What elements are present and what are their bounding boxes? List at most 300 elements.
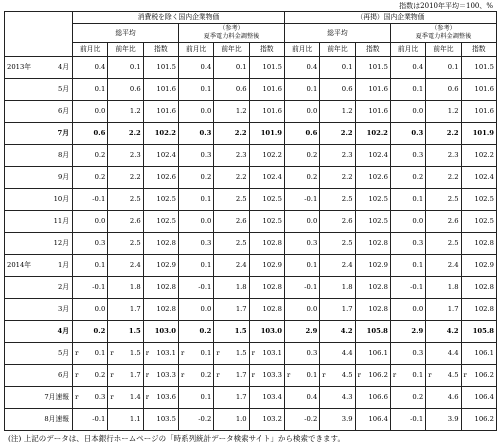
value-cell (179, 277, 214, 299)
group2-ref-paren: （参考） (431, 25, 456, 32)
value-text: 0.2 (306, 151, 318, 159)
value-cell (108, 277, 143, 299)
value-text: 2.4 (129, 261, 141, 269)
group3-yoy-header: 前年比 (320, 43, 355, 57)
revised-flag: r (286, 371, 291, 379)
value-cell (214, 255, 249, 277)
value-cell (143, 255, 178, 277)
value-cell (390, 343, 425, 365)
month-label: 4月 (57, 63, 70, 71)
value-cell (179, 321, 214, 343)
value-text: 2.5 (447, 195, 459, 203)
value-text: 102.2 (154, 129, 176, 137)
value-text: 102.2 (366, 129, 388, 137)
value-text: 102.4 (474, 173, 494, 181)
value-text: 102.5 (156, 195, 176, 203)
value-cell (179, 233, 214, 255)
value-cell (426, 233, 461, 255)
value-text: 0.2 (94, 173, 106, 181)
value-cell (426, 277, 461, 299)
value-text: 106.1 (474, 349, 494, 357)
value-cell (249, 57, 284, 79)
value-text: 0.2 (412, 393, 424, 401)
value-text: 0.0 (412, 217, 424, 225)
value-text: 0.4 (200, 63, 212, 71)
group2-mom-header: 前月比 (179, 43, 214, 57)
value-cell (284, 365, 319, 387)
group2-avg-header: 総平均 (284, 24, 390, 43)
value-text: -0.1 (410, 415, 424, 423)
value-cell (73, 321, 108, 343)
value-cell (320, 211, 355, 233)
value-text: 1.5 (234, 327, 247, 335)
revised-flag: r (216, 349, 220, 357)
value-cell (143, 211, 178, 233)
value-text: 102.4 (156, 151, 176, 159)
value-cell (143, 189, 178, 211)
value-text: 103.0 (154, 327, 176, 335)
value-text: 4.5 (341, 371, 353, 379)
row-label (5, 277, 73, 299)
value-cell (179, 145, 214, 167)
value-cell (390, 167, 425, 189)
revised-flag: r (216, 371, 220, 379)
value-cell (179, 365, 214, 387)
value-cell (73, 387, 108, 409)
value-cell (461, 343, 496, 365)
value-cell (214, 387, 249, 409)
group4-yoy-header: 前年比 (426, 43, 461, 57)
value-text: 2.5 (129, 239, 141, 247)
value-text: 102.9 (262, 261, 282, 269)
value-text: 2.2 (235, 173, 247, 181)
value-cell (426, 145, 461, 167)
row-label (5, 211, 73, 233)
value-text: 102.5 (474, 195, 494, 203)
value-text: 2.2 (234, 129, 247, 137)
revised-flag: r (428, 371, 432, 379)
value-cell (355, 321, 390, 343)
value-text: -0.1 (92, 195, 106, 203)
revised-flag: r (181, 349, 185, 357)
value-text: 0.3 (94, 239, 106, 247)
group3-index-header: 指数 (355, 43, 390, 57)
value-text: 1.7 (129, 305, 141, 313)
value-text: 0.3 (412, 349, 424, 357)
value-cell (143, 321, 178, 343)
value-cell (73, 277, 108, 299)
value-cell (214, 409, 249, 431)
value-text: 103.6 (156, 393, 176, 401)
value-text: 101.5 (368, 63, 388, 71)
value-text: 2.6 (447, 217, 459, 225)
value-text: 2.9 (305, 327, 318, 335)
value-text: 0.4 (412, 63, 424, 71)
row-label (5, 409, 73, 431)
value-cell (426, 321, 461, 343)
revised-flag: r (110, 371, 114, 379)
value-cell (108, 233, 143, 255)
value-text: 0.6 (447, 85, 459, 93)
value-cell (108, 79, 143, 101)
value-text: -0.1 (92, 283, 106, 291)
value-text: 1.5 (129, 349, 141, 357)
value-text: 0.0 (412, 305, 424, 313)
value-cell (461, 321, 496, 343)
value-cell (284, 277, 319, 299)
value-text: 0.1 (94, 349, 106, 357)
value-text: 2.3 (447, 151, 459, 159)
value-text: 102.6 (156, 173, 176, 181)
value-text: 3.9 (447, 415, 459, 423)
value-cell (143, 299, 178, 321)
revised-flag: r (145, 349, 149, 357)
value-cell (73, 211, 108, 233)
value-text: 101.6 (262, 85, 282, 93)
value-text: 1.8 (235, 283, 247, 291)
corner-cell (5, 12, 73, 57)
value-text: 2.9 (411, 327, 424, 335)
value-cell (355, 299, 390, 321)
value-cell (143, 387, 178, 409)
value-cell (108, 123, 143, 145)
value-cell (73, 57, 108, 79)
group1-mom-header: 前月比 (73, 43, 108, 57)
value-text: 2.2 (446, 129, 459, 137)
value-cell (284, 233, 319, 255)
value-text: 0.3 (199, 129, 212, 137)
row-label (5, 101, 73, 123)
value-text: 4.4 (341, 349, 353, 357)
value-cell (249, 277, 284, 299)
value-cell (284, 145, 319, 167)
value-text: 1.5 (128, 327, 141, 335)
value-text: 2.2 (447, 173, 459, 181)
value-text: 102.9 (156, 261, 176, 269)
revised-flag: r (75, 371, 79, 379)
group2-yoy-header: 前年比 (214, 43, 249, 57)
value-cell (249, 255, 284, 277)
value-cell (73, 233, 108, 255)
value-cell (249, 321, 284, 343)
month-label: 6月 (57, 371, 70, 379)
value-cell (390, 79, 425, 101)
row-label (5, 123, 73, 145)
value-cell (214, 79, 249, 101)
row-label (5, 365, 73, 387)
value-cell (320, 57, 355, 79)
value-cell (179, 299, 214, 321)
value-text: 0.1 (341, 63, 353, 71)
value-cell (108, 211, 143, 233)
value-text: 1.7 (235, 371, 247, 379)
value-cell (355, 387, 390, 409)
value-cell (390, 409, 425, 431)
value-cell (214, 365, 249, 387)
group3-mom-header: 前月比 (284, 43, 319, 57)
row-label (5, 343, 73, 365)
value-text: 103.1 (262, 349, 282, 357)
value-cell (461, 299, 496, 321)
value-text: 0.3 (306, 349, 318, 357)
value-text: 102.4 (368, 151, 388, 159)
value-text: 101.5 (262, 63, 282, 71)
value-text: 106.4 (368, 415, 388, 423)
value-cell (179, 409, 214, 431)
value-cell (214, 189, 249, 211)
value-cell (355, 79, 390, 101)
value-text: 102.4 (262, 173, 282, 181)
value-cell (179, 123, 214, 145)
value-cell (249, 365, 284, 387)
value-text: 102.5 (368, 195, 388, 203)
value-cell (214, 123, 249, 145)
value-text: 0.3 (94, 393, 106, 401)
revised-flag: r (181, 371, 185, 379)
value-text: 1.2 (235, 107, 247, 115)
value-text: 0.6 (129, 85, 141, 93)
value-cell (179, 387, 214, 409)
value-cell (179, 79, 214, 101)
value-text: 102.8 (262, 305, 282, 313)
value-text: 1.7 (235, 393, 247, 401)
value-cell (461, 57, 496, 79)
value-text: 102.8 (262, 283, 282, 291)
row-label (5, 321, 73, 343)
value-cell (355, 277, 390, 299)
value-text: 0.1 (129, 63, 141, 71)
value-cell (320, 365, 355, 387)
year-label: 2014年 (7, 261, 32, 269)
value-text: 0.2 (94, 371, 106, 379)
value-cell (426, 101, 461, 123)
value-text: 105.8 (366, 327, 388, 335)
value-text: 106.2 (474, 371, 494, 379)
value-text: 0.3 (200, 239, 212, 247)
value-text: 0.3 (411, 129, 424, 137)
value-cell (143, 79, 178, 101)
value-text: 106.2 (368, 371, 388, 379)
value-cell (426, 211, 461, 233)
value-text: 2.6 (341, 217, 353, 225)
value-cell (249, 387, 284, 409)
value-cell (355, 365, 390, 387)
value-text: 103.2 (262, 415, 282, 423)
value-cell (426, 365, 461, 387)
value-text: 102.5 (156, 217, 176, 225)
value-cell (355, 123, 390, 145)
value-text: 101.9 (472, 129, 494, 137)
value-text: 0.2 (94, 151, 106, 159)
value-cell (390, 101, 425, 123)
value-cell (249, 145, 284, 167)
value-cell (320, 167, 355, 189)
value-cell (249, 167, 284, 189)
value-cell (284, 299, 319, 321)
value-cell (108, 343, 143, 365)
month-label: 8月 (57, 151, 70, 159)
value-cell (249, 211, 284, 233)
row-label (5, 233, 73, 255)
value-cell (143, 57, 178, 79)
value-text: 103.3 (156, 371, 176, 379)
table-row (5, 255, 497, 277)
value-cell (461, 123, 496, 145)
value-text: 2.2 (128, 129, 141, 137)
value-cell (426, 79, 461, 101)
value-text: 2.6 (129, 217, 141, 225)
revised-flag: r (110, 349, 114, 357)
value-cell (214, 101, 249, 123)
value-cell (108, 145, 143, 167)
value-cell (143, 277, 178, 299)
value-cell (320, 277, 355, 299)
value-text: 0.2 (200, 371, 212, 379)
value-text: 1.7 (447, 305, 459, 313)
group2-ref-header (390, 24, 496, 43)
value-text: 0.3 (306, 239, 318, 247)
value-text: 3.9 (341, 415, 353, 423)
table-row (5, 145, 497, 167)
value-cell (108, 255, 143, 277)
value-text: 1.0 (235, 415, 247, 423)
value-cell (73, 123, 108, 145)
value-cell (73, 255, 108, 277)
value-cell (426, 299, 461, 321)
value-text: 0.0 (94, 217, 106, 225)
group4-index-header: 指数 (461, 43, 496, 57)
value-text: 101.9 (260, 129, 282, 137)
value-cell (426, 189, 461, 211)
value-text: -0.1 (92, 415, 106, 423)
revised-flag: r (110, 393, 114, 401)
value-cell (73, 299, 108, 321)
month-label: 1月 (57, 261, 70, 269)
value-cell (320, 233, 355, 255)
value-cell (143, 145, 178, 167)
value-cell (249, 101, 284, 123)
value-text: 2.2 (340, 129, 353, 137)
revised-flag: r (251, 349, 255, 357)
value-cell (320, 299, 355, 321)
value-cell (355, 57, 390, 79)
row-label (5, 79, 73, 101)
value-cell (426, 255, 461, 277)
value-text: 0.0 (200, 305, 212, 313)
value-text: 102.8 (368, 305, 388, 313)
value-cell (390, 387, 425, 409)
value-cell (461, 365, 496, 387)
value-text: 0.1 (235, 63, 247, 71)
value-text: 0.2 (200, 173, 212, 181)
row-label (5, 255, 73, 277)
value-cell (461, 277, 496, 299)
value-cell (108, 299, 143, 321)
value-text: 2.5 (129, 195, 141, 203)
value-cell (320, 387, 355, 409)
table-row (5, 321, 497, 343)
value-text: 0.1 (412, 85, 424, 93)
value-cell (73, 167, 108, 189)
value-cell (284, 409, 319, 431)
value-cell (143, 343, 178, 365)
value-text: 2.5 (341, 239, 353, 247)
value-text: 102.8 (156, 239, 176, 247)
value-text: 102.9 (368, 261, 388, 269)
value-cell (284, 387, 319, 409)
table-row (5, 409, 497, 431)
value-text: 0.1 (447, 63, 459, 71)
value-cell (143, 365, 178, 387)
value-text: 0.1 (200, 195, 212, 203)
value-text: 0.0 (306, 217, 318, 225)
value-text: 0.1 (412, 195, 424, 203)
value-text: 4.4 (447, 349, 459, 357)
value-text: 101.6 (262, 107, 282, 115)
value-text: -0.1 (304, 195, 318, 203)
value-text: 101.6 (474, 85, 494, 93)
value-text: 0.1 (200, 393, 212, 401)
value-cell (214, 299, 249, 321)
value-cell (284, 123, 319, 145)
value-text: 0.2 (412, 173, 424, 181)
value-text: 102.2 (262, 151, 282, 159)
revised-flag: r (392, 371, 397, 379)
value-text: 101.5 (474, 63, 494, 71)
value-text: 1.7 (341, 305, 353, 313)
value-text: 103.4 (262, 393, 282, 401)
value-cell (179, 57, 214, 79)
month-label: 7月速報 (44, 393, 70, 401)
value-cell (108, 167, 143, 189)
value-text: 0.0 (412, 107, 424, 115)
value-text: -0.2 (198, 415, 212, 423)
value-text: 4.2 (340, 327, 353, 335)
value-cell (461, 101, 496, 123)
value-text: 0.1 (200, 85, 212, 93)
value-cell (461, 255, 496, 277)
value-text: 0.1 (412, 261, 424, 269)
table-row (5, 387, 497, 409)
value-cell (284, 167, 319, 189)
group1-avg-header: 総平均 (73, 24, 179, 43)
value-text: 2.5 (341, 195, 353, 203)
value-cell (284, 189, 319, 211)
value-cell (320, 79, 355, 101)
value-text: 2.5 (447, 239, 459, 247)
value-text: 2.5 (235, 239, 247, 247)
value-text: 0.6 (93, 129, 106, 137)
revised-flag: r (357, 371, 361, 379)
value-cell (214, 57, 249, 79)
row-label (5, 145, 73, 167)
value-cell (355, 101, 390, 123)
month-label: 8月速報 (44, 415, 70, 423)
value-text: 0.1 (306, 261, 318, 269)
group1-yoy-header: 前年比 (108, 43, 143, 57)
revised-flag: r (251, 371, 255, 379)
value-text: -0.1 (198, 283, 212, 291)
value-text: 1.7 (235, 305, 247, 313)
value-text: 2.6 (235, 217, 247, 225)
value-text: 103.3 (262, 371, 282, 379)
value-text: 102.8 (474, 305, 494, 313)
value-cell (320, 343, 355, 365)
value-text: 101.6 (474, 107, 494, 115)
value-cell (355, 409, 390, 431)
value-text: -0.1 (410, 283, 424, 291)
value-text: 102.5 (262, 217, 282, 225)
